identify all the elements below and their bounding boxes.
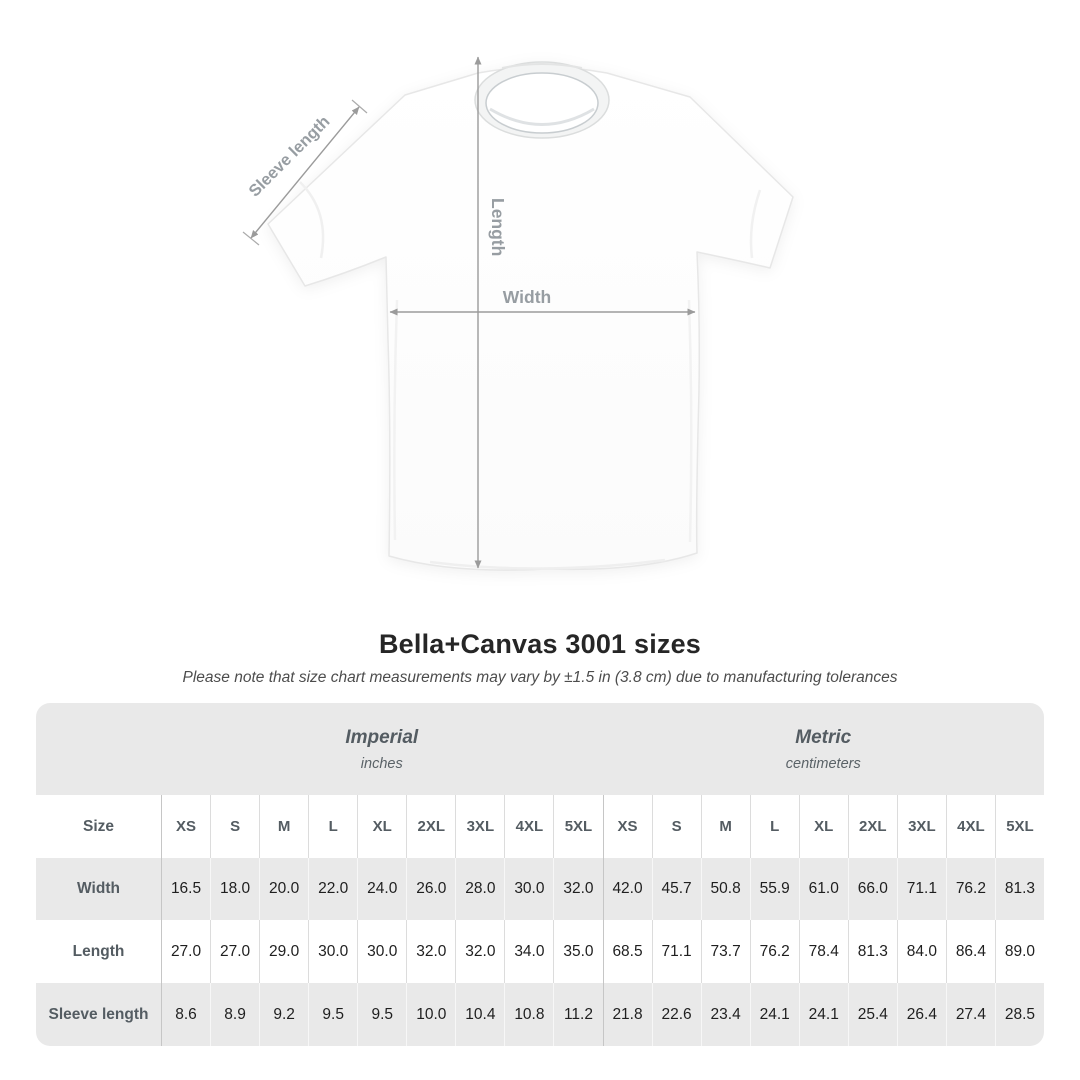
size-header-imperial-2xl: 2XL — [406, 795, 455, 858]
value-metric-sleeve-length-5xl: 28.5 — [995, 983, 1044, 1046]
value-imperial-length-3xl: 32.0 — [455, 920, 504, 983]
metric-label: Metric — [795, 726, 852, 748]
metric-unit: centimeters — [785, 755, 861, 772]
size-header-metric-5xl: 5XL — [995, 795, 1044, 858]
value-metric-length-3xl: 84.0 — [897, 920, 946, 983]
value-metric-length-s: 71.1 — [652, 920, 701, 983]
size-header-metric-xl: XL — [799, 795, 848, 858]
size-header-metric-4xl: 4XL — [946, 795, 995, 858]
value-imperial-sleeve-length-xs: 8.6 — [161, 983, 210, 1046]
unit-group-imperial — [161, 703, 603, 795]
size-header-imperial-xs: XS — [161, 795, 210, 858]
value-metric-width-3xl: 71.1 — [897, 858, 946, 920]
value-metric-sleeve-length-xs: 21.8 — [603, 983, 652, 1046]
size-header-imperial-xl: XL — [357, 795, 406, 858]
width-label: Width — [502, 287, 552, 307]
table-corner-spacer — [36, 703, 161, 795]
size-header-imperial-s: S — [210, 795, 259, 858]
size-header-metric-xs: XS — [603, 795, 652, 858]
value-metric-sleeve-length-2xl: 25.4 — [848, 983, 897, 1046]
value-imperial-length-l: 30.0 — [308, 920, 357, 983]
row-label-sleeve-length: Sleeve length — [36, 983, 161, 1046]
row-label-length: Length — [36, 920, 161, 983]
value-metric-width-5xl: 81.3 — [995, 858, 1044, 920]
value-metric-length-5xl: 89.0 — [995, 920, 1044, 983]
value-imperial-width-s: 18.0 — [210, 858, 259, 920]
value-metric-width-4xl: 76.2 — [946, 858, 995, 920]
value-metric-length-4xl: 86.4 — [946, 920, 995, 983]
unit-group-metric — [603, 703, 1045, 795]
size-header-metric-l: L — [750, 795, 799, 858]
size-table — [36, 703, 1044, 1046]
length-label: Length — [488, 198, 508, 257]
value-imperial-sleeve-length-s: 8.9 — [210, 983, 259, 1046]
value-imperial-sleeve-length-l: 9.5 — [308, 983, 357, 1046]
value-imperial-width-5xl: 32.0 — [553, 858, 602, 920]
size-header-imperial-3xl: 3XL — [455, 795, 504, 858]
tshirt-graphic — [268, 62, 793, 570]
tshirt-body — [268, 67, 793, 570]
value-metric-sleeve-length-l: 24.1 — [750, 983, 799, 1046]
value-imperial-length-xl: 30.0 — [357, 920, 406, 983]
value-imperial-width-m: 20.0 — [259, 858, 308, 920]
sleeve-arrow-start-tick — [243, 232, 259, 245]
value-imperial-sleeve-length-5xl: 11.2 — [553, 983, 602, 1046]
value-metric-length-xl: 78.4 — [799, 920, 848, 983]
value-metric-sleeve-length-4xl: 27.4 — [946, 983, 995, 1046]
value-metric-length-2xl: 81.3 — [848, 920, 897, 983]
value-imperial-length-xs: 27.0 — [161, 920, 210, 983]
value-imperial-sleeve-length-2xl: 10.0 — [406, 983, 455, 1046]
value-imperial-width-xs: 16.5 — [161, 858, 210, 920]
value-imperial-sleeve-length-xl: 9.5 — [357, 983, 406, 1046]
size-column-header: Size — [36, 795, 161, 858]
value-imperial-length-4xl: 34.0 — [504, 920, 553, 983]
value-metric-width-s: 45.7 — [652, 858, 701, 920]
value-metric-length-xs: 68.5 — [603, 920, 652, 983]
value-metric-width-xs: 42.0 — [603, 858, 652, 920]
imperial-unit: inches — [360, 755, 403, 772]
sleeve-arrow-end-tick — [352, 100, 367, 113]
page-title: Bella+Canvas 3001 sizes — [378, 629, 702, 659]
value-imperial-sleeve-length-3xl: 10.4 — [455, 983, 504, 1046]
value-imperial-width-3xl: 28.0 — [455, 858, 504, 920]
sleeve-length-label: Sleeve length — [245, 112, 334, 201]
value-metric-sleeve-length-m: 23.4 — [701, 983, 750, 1046]
value-imperial-width-xl: 24.0 — [357, 858, 406, 920]
size-header-imperial-4xl: 4XL — [504, 795, 553, 858]
size-header-imperial-m: M — [259, 795, 308, 858]
row-label-width: Width — [36, 858, 161, 920]
value-metric-sleeve-length-s: 22.6 — [652, 983, 701, 1046]
page-subtitle: Please note that size chart measurements may vary by ±1.5 in (3.8 cm) due to manufacturing tolerances — [182, 669, 898, 686]
value-imperial-width-l: 22.0 — [308, 858, 357, 920]
size-header-metric-3xl: 3XL — [897, 795, 946, 858]
value-imperial-length-2xl: 32.0 — [406, 920, 455, 983]
value-metric-sleeve-length-3xl: 26.4 — [897, 983, 946, 1046]
value-imperial-length-m: 29.0 — [259, 920, 308, 983]
value-imperial-sleeve-length-m: 9.2 — [259, 983, 308, 1046]
value-imperial-width-4xl: 30.0 — [504, 858, 553, 920]
value-metric-width-l: 55.9 — [750, 858, 799, 920]
value-imperial-sleeve-length-4xl: 10.8 — [504, 983, 553, 1046]
value-imperial-length-s: 27.0 — [210, 920, 259, 983]
size-header-metric-m: M — [701, 795, 750, 858]
value-metric-width-xl: 61.0 — [799, 858, 848, 920]
value-metric-width-m: 50.8 — [701, 858, 750, 920]
value-metric-sleeve-length-xl: 24.1 — [799, 983, 848, 1046]
value-imperial-length-5xl: 35.0 — [553, 920, 602, 983]
size-header-metric-s: S — [652, 795, 701, 858]
value-metric-width-2xl: 66.0 — [848, 858, 897, 920]
size-header-imperial-l: L — [308, 795, 357, 858]
imperial-label: Imperial — [345, 726, 419, 748]
value-metric-length-m: 73.7 — [701, 920, 750, 983]
size-header-imperial-5xl: 5XL — [553, 795, 602, 858]
value-imperial-width-2xl: 26.0 — [406, 858, 455, 920]
size-header-metric-2xl: 2XL — [848, 795, 897, 858]
value-metric-length-l: 76.2 — [750, 920, 799, 983]
collar — [475, 62, 609, 138]
